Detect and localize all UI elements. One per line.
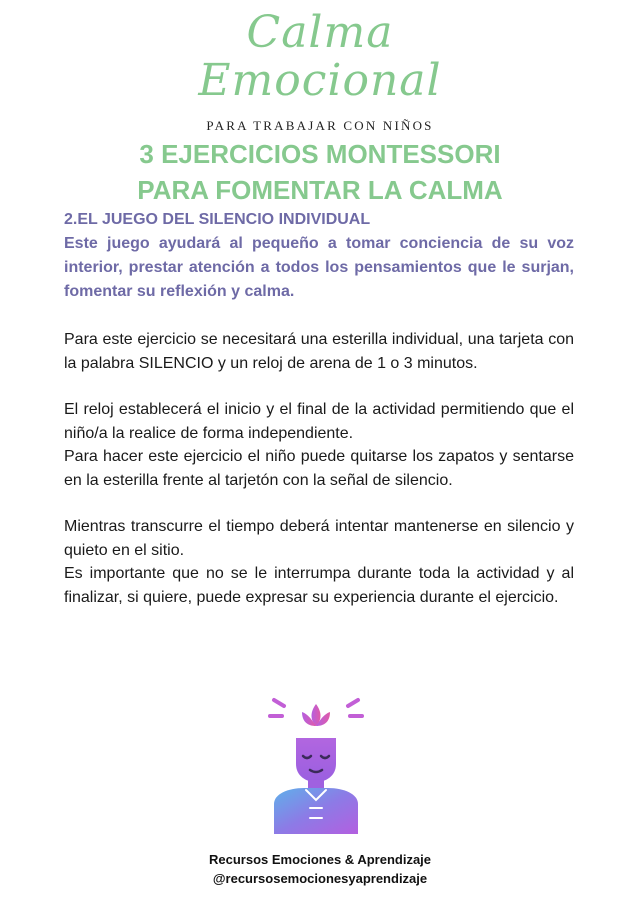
section-title: 2.EL JUEGO DEL SILENCIO INDIVIDUAL — [64, 211, 371, 228]
logo — [0, 8, 640, 106]
logo-line-1: Calma — [246, 7, 394, 58]
headline — [0, 136, 640, 208]
headline-line-2: PARA FOMENTAR LA CALMA — [137, 175, 503, 205]
main-content — [64, 208, 574, 609]
paragraph-end: Es importante que no se le interrumpa durante toda la actividad y al finalizar, si quiere, puede expresar su experiencia durante el ejercicio. — [64, 565, 574, 606]
paragraph-during: Mientras transcurre el tiempo deberá intentar mantenerse en silencio y quieto en el sitio. — [64, 518, 574, 559]
footer-brand: Recursos Emociones & Aprendizaje — [208, 852, 432, 867]
section-intro: Este juego ayudará al pequeño a tomar conciencia de su voz interior, prestar atención a todos los pensamientos que le surjan, fomentar su reflexión y calma. — [64, 235, 574, 300]
footer — [0, 850, 640, 888]
logo-line-2: Emocional — [198, 55, 442, 106]
headline-line-1: 3 EJERCICIOS MONTESSORI — [139, 139, 501, 169]
meditating-person-icon — [266, 696, 366, 836]
paragraph-timer: El reloj establecerá el inicio y el final de la actividad permitiendo que el niño/a la realice de forma independiente. — [64, 401, 574, 442]
paragraph-materials: Para este ejercicio se necesitará una esterilla individual, una tarjeta con la palabra SILENCIO y un reloj de arena de 1 o 3 minutos. — [64, 331, 574, 372]
footer-handle: @recursosemocionesyaprendizaje — [212, 871, 428, 886]
subtitle: PARA TRABAJAR CON NIÑOS — [206, 118, 434, 133]
paragraph-setup: Para hacer este ejercicio el niño puede quitarse los zapatos y sentarse en la esterilla frente al tarjetón con la señal de silencio. — [64, 448, 574, 489]
